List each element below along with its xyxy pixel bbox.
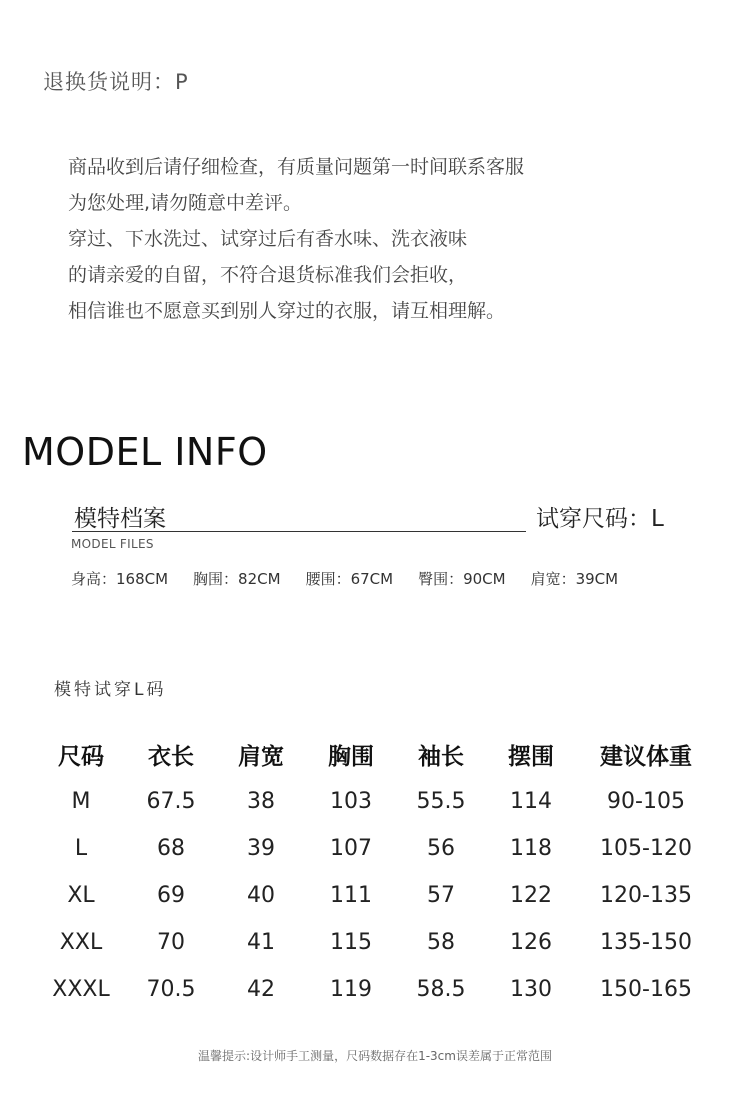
table-cell: 40 bbox=[247, 883, 275, 908]
measurement-hip: 臀围：90CM bbox=[418, 570, 506, 588]
policy-line: 的请亲爱的自留，不符合退货标准我们会拒收， bbox=[68, 264, 468, 286]
model-files-divider bbox=[72, 531, 526, 532]
size-chart-label: 模特试穿L码 bbox=[54, 680, 167, 700]
table-cell: 55.5 bbox=[416, 789, 466, 814]
table-cell: 135-150 bbox=[600, 930, 692, 955]
table-cell: 150-165 bbox=[600, 977, 692, 1002]
table-cell: 120-135 bbox=[600, 883, 692, 908]
policy-line: 为您处理,请勿随意中差评。 bbox=[68, 192, 303, 214]
measurement-bust: 胸围：82CM bbox=[193, 570, 281, 588]
table-row bbox=[36, 872, 716, 919]
table-cell: 42 bbox=[247, 977, 275, 1002]
table-cell: 90-105 bbox=[607, 789, 685, 814]
table-cell: 111 bbox=[330, 883, 372, 908]
table-cell: 70.5 bbox=[146, 977, 196, 1002]
table-cell: 68 bbox=[157, 836, 185, 861]
table-cell: 130 bbox=[510, 977, 552, 1002]
table-cell: 67.5 bbox=[146, 789, 196, 814]
header-hem: 摆围 bbox=[508, 743, 554, 770]
table-cell: 57 bbox=[427, 883, 455, 908]
table-cell: XXXL bbox=[52, 977, 110, 1002]
table-cell: 58 bbox=[427, 930, 455, 955]
table-cell: XL bbox=[67, 883, 95, 908]
table-cell: 118 bbox=[510, 836, 552, 861]
header-weight: 建议体重 bbox=[600, 743, 692, 770]
table-row bbox=[36, 919, 716, 966]
policy-line: 相信谁也不愿意买到别人穿过的衣服，请互相理解。 bbox=[68, 300, 506, 322]
table-cell: 119 bbox=[330, 977, 372, 1002]
measurement-waist: 腰围：67CM bbox=[305, 570, 394, 588]
header-sleeve: 袖长 bbox=[418, 743, 464, 770]
table-cell: 39 bbox=[247, 836, 275, 861]
header-size: 尺码 bbox=[58, 743, 104, 770]
model-files-subtitle: MODEL FILES bbox=[71, 537, 154, 551]
table-cell: 114 bbox=[510, 789, 552, 814]
table-header-row bbox=[36, 730, 716, 778]
table-cell: 38 bbox=[247, 789, 275, 814]
table-cell: 126 bbox=[510, 930, 552, 955]
measurement-height: 身高：168CM bbox=[71, 570, 169, 588]
return-policy-text bbox=[68, 149, 524, 329]
model-measurements bbox=[71, 568, 643, 589]
policy-line: 商品收到后请仔细检查，有质量问题第一时间联系客服 bbox=[68, 156, 525, 178]
table-cell: 56 bbox=[427, 836, 455, 861]
table-cell: 41 bbox=[247, 930, 275, 955]
header-length: 衣长 bbox=[148, 743, 194, 770]
trial-size-label: 试穿尺码：L bbox=[536, 506, 664, 532]
table-cell: 103 bbox=[330, 789, 372, 814]
size-chart-table bbox=[36, 730, 716, 1013]
table-cell: 70 bbox=[157, 930, 185, 955]
measurement-shoulder: 肩宽：39CM bbox=[530, 570, 619, 588]
table-row bbox=[36, 966, 716, 1013]
table-cell: 122 bbox=[510, 883, 552, 908]
model-files-title: 模特档案 bbox=[74, 506, 166, 532]
table-cell: 58.5 bbox=[416, 977, 466, 1002]
return-policy-title: 退换货说明：P bbox=[43, 70, 189, 94]
header-shoulder: 肩宽 bbox=[238, 743, 284, 770]
table-cell: L bbox=[74, 836, 88, 861]
table-cell: 115 bbox=[330, 930, 372, 955]
policy-line: 穿过、下水洗过、试穿过后有香水味、洗衣液味 bbox=[68, 228, 468, 250]
table-row bbox=[36, 825, 716, 872]
table-cell: M bbox=[71, 789, 91, 814]
table-cell: 105-120 bbox=[600, 836, 692, 861]
table-row bbox=[36, 778, 716, 825]
model-info-heading: MODEL INFO bbox=[22, 430, 268, 474]
table-cell: 107 bbox=[330, 836, 372, 861]
header-bust: 胸围 bbox=[328, 743, 374, 770]
table-cell: XXL bbox=[59, 930, 103, 955]
measurement-note: 温馨提示:设计师手工测量，尺码数据存在1-3cm误差属于正常范围 bbox=[198, 1049, 552, 1063]
table-cell: 69 bbox=[157, 883, 185, 908]
